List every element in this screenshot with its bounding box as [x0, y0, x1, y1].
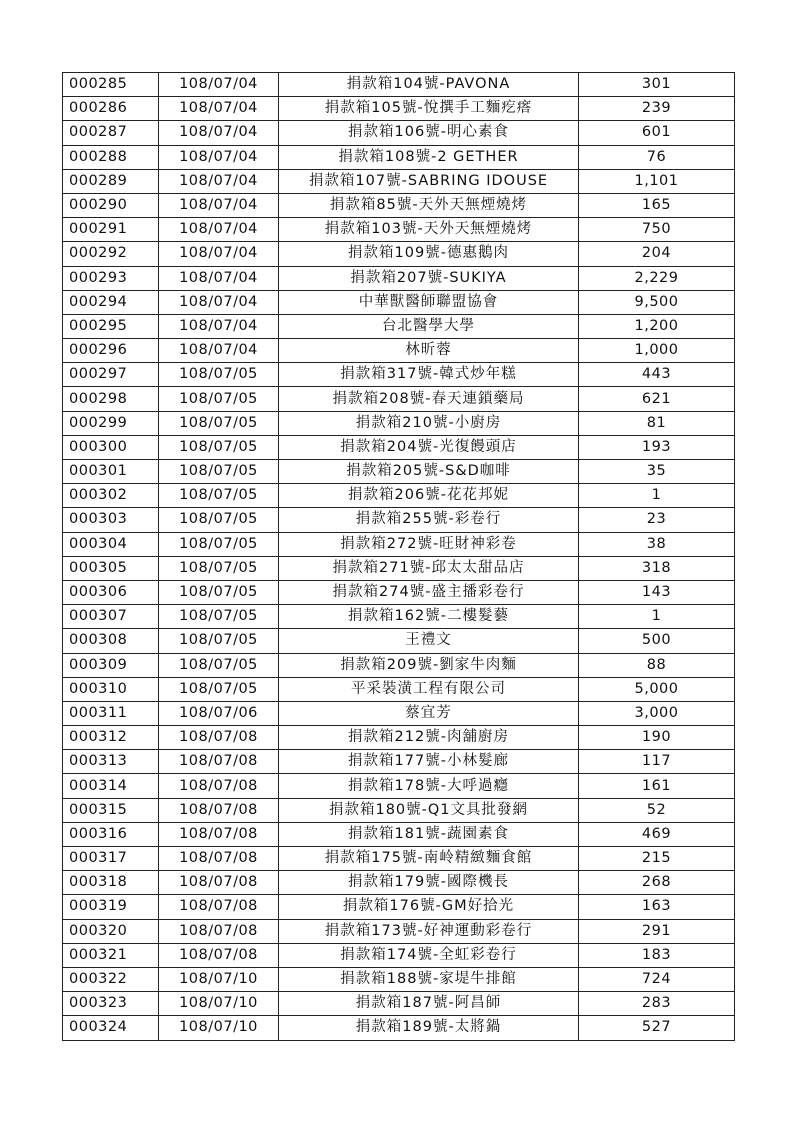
amount-cell: 215 [579, 847, 735, 871]
table-row [63, 580, 735, 604]
date-cell: 108/07/04 [159, 97, 279, 121]
receipt-number-cell: 000311 [63, 701, 159, 725]
table-row [63, 460, 735, 484]
amount-cell: 469 [579, 822, 735, 846]
table-row [63, 967, 735, 991]
receipt-number-cell: 000316 [63, 822, 159, 846]
donor-name-cell: 捐款箱175號-南岭精緻麵食館 [279, 847, 579, 871]
date-cell: 108/07/08 [159, 943, 279, 967]
receipt-number-cell: 000298 [63, 387, 159, 411]
amount-cell: 1,101 [579, 169, 735, 193]
date-cell: 108/07/08 [159, 750, 279, 774]
receipt-number-cell: 000296 [63, 339, 159, 363]
date-cell: 108/07/04 [159, 218, 279, 242]
amount-cell: 163 [579, 895, 735, 919]
amount-cell: 1 [579, 484, 735, 508]
table-row [63, 193, 735, 217]
donor-name-cell: 捐款箱210號-小廚房 [279, 411, 579, 435]
donor-name-cell: 捐款箱206號-花花邦妮 [279, 484, 579, 508]
amount-cell: 301 [579, 73, 735, 97]
amount-cell: 527 [579, 1016, 735, 1040]
table-row [63, 218, 735, 242]
date-cell: 108/07/04 [159, 339, 279, 363]
donor-name-cell: 捐款箱103號-天外天無煙燒烤 [279, 218, 579, 242]
table-row [63, 532, 735, 556]
donor-name-cell: 捐款箱176號-GM好拾光 [279, 895, 579, 919]
date-cell: 108/07/08 [159, 871, 279, 895]
table-row [63, 919, 735, 943]
date-cell: 108/07/04 [159, 242, 279, 266]
amount-cell: 1 [579, 605, 735, 629]
amount-cell: 76 [579, 145, 735, 169]
date-cell: 108/07/05 [159, 411, 279, 435]
date-cell: 108/07/04 [159, 314, 279, 338]
date-cell: 108/07/04 [159, 121, 279, 145]
date-cell: 108/07/04 [159, 266, 279, 290]
donor-name-cell: 中華獸醫師聯盟協會 [279, 290, 579, 314]
receipt-number-cell: 000293 [63, 266, 159, 290]
date-cell: 108/07/04 [159, 290, 279, 314]
donation-table-body [63, 73, 735, 1041]
donation-table [62, 72, 735, 1041]
receipt-number-cell: 000285 [63, 73, 159, 97]
donor-name-cell: 蔡宜芳 [279, 701, 579, 725]
receipt-number-cell: 000313 [63, 750, 159, 774]
amount-cell: 621 [579, 387, 735, 411]
donor-name-cell: 捐款箱177號-小林髮廊 [279, 750, 579, 774]
donor-name-cell: 林昕蓉 [279, 339, 579, 363]
date-cell: 108/07/05 [159, 484, 279, 508]
amount-cell: 38 [579, 532, 735, 556]
date-cell: 108/07/05 [159, 460, 279, 484]
donor-name-cell: 王禮文 [279, 629, 579, 653]
amount-cell: 1,200 [579, 314, 735, 338]
table-row [63, 266, 735, 290]
receipt-number-cell: 000320 [63, 919, 159, 943]
receipt-number-cell: 000309 [63, 653, 159, 677]
donor-name-cell: 捐款箱85號-天外天無煙燒烤 [279, 193, 579, 217]
date-cell: 108/07/10 [159, 967, 279, 991]
receipt-number-cell: 000287 [63, 121, 159, 145]
amount-cell: 3,000 [579, 701, 735, 725]
amount-cell: 2,229 [579, 266, 735, 290]
date-cell: 108/07/10 [159, 992, 279, 1016]
date-cell: 108/07/04 [159, 145, 279, 169]
donor-name-cell: 捐款箱181號-蔬園素食 [279, 822, 579, 846]
receipt-number-cell: 000310 [63, 677, 159, 701]
donor-name-cell: 捐款箱174號-全虹彩卷行 [279, 943, 579, 967]
receipt-number-cell: 000306 [63, 580, 159, 604]
table-row [63, 871, 735, 895]
amount-cell: 143 [579, 580, 735, 604]
amount-cell: 117 [579, 750, 735, 774]
receipt-number-cell: 000322 [63, 967, 159, 991]
date-cell: 108/07/04 [159, 169, 279, 193]
donor-name-cell: 捐款箱162號-二樓髮藝 [279, 605, 579, 629]
donor-name-cell: 捐款箱106號-明心素食 [279, 121, 579, 145]
table-row [63, 435, 735, 459]
table-row [63, 121, 735, 145]
donor-name-cell: 捐款箱107號-SABRING IDOUSE [279, 169, 579, 193]
table-row [63, 653, 735, 677]
amount-cell: 500 [579, 629, 735, 653]
receipt-number-cell: 000321 [63, 943, 159, 967]
donor-name-cell: 捐款箱178號-大呼過癮 [279, 774, 579, 798]
receipt-number-cell: 000288 [63, 145, 159, 169]
receipt-number-cell: 000312 [63, 726, 159, 750]
donor-name-cell: 捐款箱208號-春天連鎖藥局 [279, 387, 579, 411]
table-row [63, 629, 735, 653]
donor-name-cell: 捐款箱104號-PAVONA [279, 73, 579, 97]
amount-cell: 601 [579, 121, 735, 145]
table-row [63, 701, 735, 725]
table-row [63, 387, 735, 411]
date-cell: 108/07/08 [159, 919, 279, 943]
amount-cell: 318 [579, 556, 735, 580]
donor-name-cell: 捐款箱108號-2 GETHER [279, 145, 579, 169]
table-row [63, 242, 735, 266]
table-row [63, 943, 735, 967]
amount-cell: 1,000 [579, 339, 735, 363]
table-row [63, 339, 735, 363]
amount-cell: 161 [579, 774, 735, 798]
table-row [63, 847, 735, 871]
amount-cell: 239 [579, 97, 735, 121]
amount-cell: 183 [579, 943, 735, 967]
receipt-number-cell: 000291 [63, 218, 159, 242]
date-cell: 108/07/05 [159, 532, 279, 556]
receipt-number-cell: 000305 [63, 556, 159, 580]
date-cell: 108/07/05 [159, 435, 279, 459]
table-row [63, 556, 735, 580]
receipt-number-cell: 000307 [63, 605, 159, 629]
donor-name-cell: 捐款箱189號-太將鍋 [279, 1016, 579, 1040]
amount-cell: 81 [579, 411, 735, 435]
receipt-number-cell: 000299 [63, 411, 159, 435]
date-cell: 108/07/10 [159, 1016, 279, 1040]
date-cell: 108/07/08 [159, 726, 279, 750]
receipt-number-cell: 000289 [63, 169, 159, 193]
donor-name-cell: 捐款箱187號-阿昌師 [279, 992, 579, 1016]
date-cell: 108/07/05 [159, 556, 279, 580]
donor-name-cell: 捐款箱274號-盛主播彩卷行 [279, 580, 579, 604]
donor-name-cell: 平采裝潢工程有限公司 [279, 677, 579, 701]
date-cell: 108/07/05 [159, 677, 279, 701]
table-row [63, 97, 735, 121]
amount-cell: 193 [579, 435, 735, 459]
donor-name-cell: 捐款箱109號-德惠鵝肉 [279, 242, 579, 266]
amount-cell: 52 [579, 798, 735, 822]
receipt-number-cell: 000290 [63, 193, 159, 217]
receipt-number-cell: 000317 [63, 847, 159, 871]
table-row [63, 992, 735, 1016]
date-cell: 108/07/08 [159, 774, 279, 798]
amount-cell: 9,500 [579, 290, 735, 314]
date-cell: 108/07/08 [159, 822, 279, 846]
table-row [63, 895, 735, 919]
date-cell: 108/07/05 [159, 363, 279, 387]
table-row [63, 411, 735, 435]
date-cell: 108/07/05 [159, 387, 279, 411]
donor-name-cell: 捐款箱209號-劉家牛肉麵 [279, 653, 579, 677]
amount-cell: 165 [579, 193, 735, 217]
receipt-number-cell: 000292 [63, 242, 159, 266]
receipt-number-cell: 000295 [63, 314, 159, 338]
donor-name-cell: 捐款箱271號-邱太太甜品店 [279, 556, 579, 580]
amount-cell: 190 [579, 726, 735, 750]
date-cell: 108/07/04 [159, 73, 279, 97]
amount-cell: 291 [579, 919, 735, 943]
amount-cell: 283 [579, 992, 735, 1016]
table-row [63, 145, 735, 169]
donor-name-cell: 捐款箱188號-家堤牛排館 [279, 967, 579, 991]
donor-name-cell: 捐款箱205號-S&D咖啡 [279, 460, 579, 484]
table-row [63, 169, 735, 193]
receipt-number-cell: 000315 [63, 798, 159, 822]
table-row [63, 605, 735, 629]
receipt-number-cell: 000304 [63, 532, 159, 556]
date-cell: 108/07/05 [159, 653, 279, 677]
amount-cell: 204 [579, 242, 735, 266]
receipt-number-cell: 000294 [63, 290, 159, 314]
date-cell: 108/07/06 [159, 701, 279, 725]
amount-cell: 35 [579, 460, 735, 484]
receipt-number-cell: 000302 [63, 484, 159, 508]
receipt-number-cell: 000318 [63, 871, 159, 895]
table-row [63, 798, 735, 822]
receipt-number-cell: 000319 [63, 895, 159, 919]
donation-record-sheet [62, 72, 734, 1041]
receipt-number-cell: 000303 [63, 508, 159, 532]
amount-cell: 23 [579, 508, 735, 532]
donor-name-cell: 捐款箱272號-旺財神彩卷 [279, 532, 579, 556]
date-cell: 108/07/05 [159, 508, 279, 532]
date-cell: 108/07/05 [159, 605, 279, 629]
table-row [63, 314, 735, 338]
receipt-number-cell: 000308 [63, 629, 159, 653]
receipt-number-cell: 000324 [63, 1016, 159, 1040]
table-row [63, 508, 735, 532]
table-row [63, 290, 735, 314]
date-cell: 108/07/08 [159, 847, 279, 871]
table-row [63, 726, 735, 750]
receipt-number-cell: 000323 [63, 992, 159, 1016]
amount-cell: 750 [579, 218, 735, 242]
donor-name-cell: 捐款箱317號-韓式炒年糕 [279, 363, 579, 387]
date-cell: 108/07/05 [159, 629, 279, 653]
donor-name-cell: 捐款箱180號-Q1文具批發網 [279, 798, 579, 822]
table-row [63, 73, 735, 97]
amount-cell: 443 [579, 363, 735, 387]
donor-name-cell: 捐款箱173號-好神運動彩卷行 [279, 919, 579, 943]
donor-name-cell: 捐款箱212號-肉舖廚房 [279, 726, 579, 750]
receipt-number-cell: 000300 [63, 435, 159, 459]
table-row [63, 822, 735, 846]
receipt-number-cell: 000314 [63, 774, 159, 798]
donor-name-cell: 捐款箱204號-光復饅頭店 [279, 435, 579, 459]
receipt-number-cell: 000297 [63, 363, 159, 387]
table-row [63, 750, 735, 774]
table-row [63, 484, 735, 508]
table-row [63, 363, 735, 387]
amount-cell: 88 [579, 653, 735, 677]
date-cell: 108/07/04 [159, 193, 279, 217]
donor-name-cell: 台北醫學大學 [279, 314, 579, 338]
amount-cell: 724 [579, 967, 735, 991]
donor-name-cell: 捐款箱105號-悅撰手工麵疙瘩 [279, 97, 579, 121]
table-row [63, 1016, 735, 1040]
donor-name-cell: 捐款箱255號-彩卷行 [279, 508, 579, 532]
date-cell: 108/07/05 [159, 580, 279, 604]
amount-cell: 268 [579, 871, 735, 895]
table-row [63, 774, 735, 798]
date-cell: 108/07/08 [159, 895, 279, 919]
donor-name-cell: 捐款箱207號-SUKIYA [279, 266, 579, 290]
amount-cell: 5,000 [579, 677, 735, 701]
receipt-number-cell: 000286 [63, 97, 159, 121]
donor-name-cell: 捐款箱179號-國際機長 [279, 871, 579, 895]
table-row [63, 677, 735, 701]
date-cell: 108/07/08 [159, 798, 279, 822]
receipt-number-cell: 000301 [63, 460, 159, 484]
